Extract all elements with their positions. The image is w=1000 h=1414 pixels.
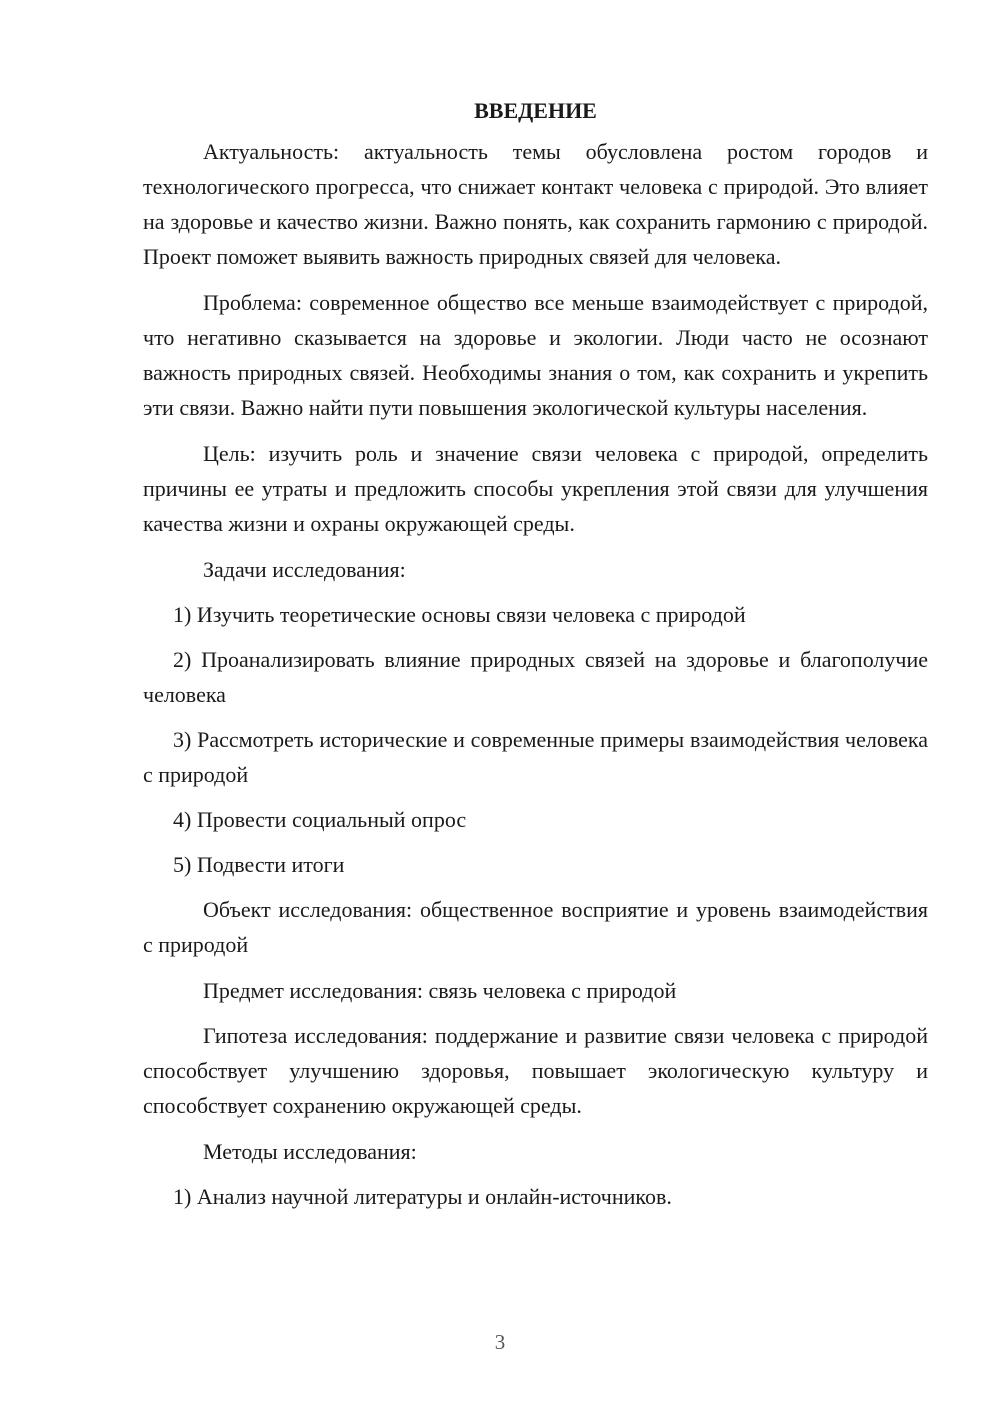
document-page (143, 96, 928, 1224)
goal-paragraph: Цель: изучить роль и значение связи человека с природой, определить причины ее утраты и предложить способы укрепления этой связи для улучшения качества жизни и охраны окружающей среды. (143, 441, 928, 536)
object-paragraph: Объект исследования: общественное восприятие и уровень взаимодействия с природой (143, 897, 928, 957)
page-number: 3 (494, 1330, 506, 1354)
methods-label: Методы исследования: (203, 1139, 417, 1164)
problem-paragraph: Проблема: современное общество все меньше взаимодействует с природой, что негативно сказывается на здоровье и экологии. Люди часто не осознают важность природных связей. Необходимы знания о том, как сохранить и укрепить эти связи. Важно найти пути повышения экологической культуры населения. (143, 290, 928, 420)
tasks-label: Задачи исследования: (203, 557, 406, 582)
hypothesis-paragraph: Гипотеза исследования: поддержание и развитие связи человека с природой способствует улучшению здоровья, повышает экологическую культуру и способствует сохранению окружающей среды. (143, 1023, 928, 1118)
task-item: 3) Рассмотреть исторические и современные примеры взаимодействия человека с природой (143, 727, 928, 787)
section-heading: ВВЕДЕНИЕ (474, 98, 597, 123)
task-item: 4) Провести социальный опрос (173, 807, 467, 832)
task-item: 5) Подвести итоги (173, 852, 345, 877)
method-item: 1) Анализ научной литературы и онлайн-источников. (173, 1184, 672, 1209)
task-item: 2) Проанализировать влияние природных связей на здоровье и благополучие человека (143, 647, 928, 707)
task-item: 1) Изучить теоретические основы связи человека с природой (173, 602, 746, 627)
relevance-paragraph: Актуальность: актуальность темы обусловлена ростом городов и технологического прогресса, что снижает контакт человека с природой. Это влияет на здоровье и качество жизни. Важно понять, как сохранить гармонию с природой. Проект поможет выявить важность природных связей для человека. (143, 139, 928, 269)
subject-paragraph: Предмет исследования: связь человека с природой (203, 978, 677, 1003)
